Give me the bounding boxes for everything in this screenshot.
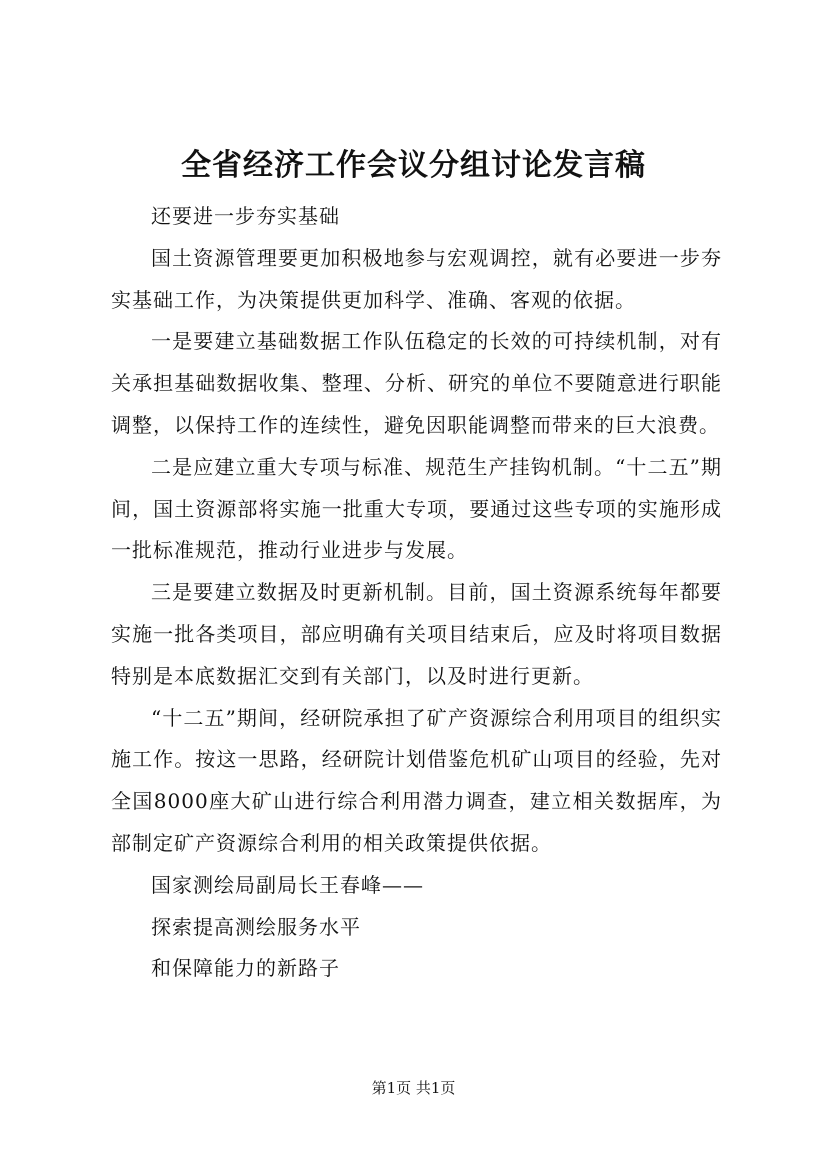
document-body — [111, 196, 722, 990]
paragraph: 还要进一步夯实基础 — [151, 204, 340, 228]
paragraph: 一是要建立基础数据工作队伍稳定的长效的可持续机制，对有关承担基础数据收集、整理、分析、研究的单位不要随意进行职能调整，以保持工作的连续性，避免因职能调整而带来的巨大浪费。 — [111, 329, 722, 437]
paragraph: 二是应建立重大专项与标准、规范生产挂钩机制。“十二五”期间，国土资源部将实施一批重大专项，要通过这些专项的实施形成一批标准规范，推动行业进步与发展。 — [111, 454, 722, 563]
page-number-footer: 第1页 共1页 — [371, 1079, 456, 1097]
paragraph: 三是要建立数据及时更新机制。目前，国土资源系统每年都要实施一批各类项目，部应明确有关项目结束后，应及时将项目数据特别是本底数据汇交到有关部门，以及时进行更新。 — [111, 580, 722, 688]
document-title: 全省经济工作会议分组讨论发言稿 — [181, 148, 646, 183]
paragraph: 国家测绘局副局长王春峰—— — [151, 872, 424, 897]
paragraph: “十二五”期间，经研院承担了矿产资源综合利用项目的组织实施工作。按这一思路，经研院计划借鉴危机矿山项目的经验，先对全国8000座大矿山进行综合利用潜力调查，建立相关数据库，为部制定矿产资源综合利用的相关政策提供依据。 — [111, 705, 722, 855]
paragraph: 探索提高测绘服务水平 — [151, 914, 361, 939]
paragraph: 国土资源管理要更加积极地参与宏观调控，就有必要进一步夯实基础工作，为决策提供更加科学、准确、客观的依据。 — [111, 245, 722, 312]
paragraph: 和保障能力的新路子 — [151, 956, 340, 981]
